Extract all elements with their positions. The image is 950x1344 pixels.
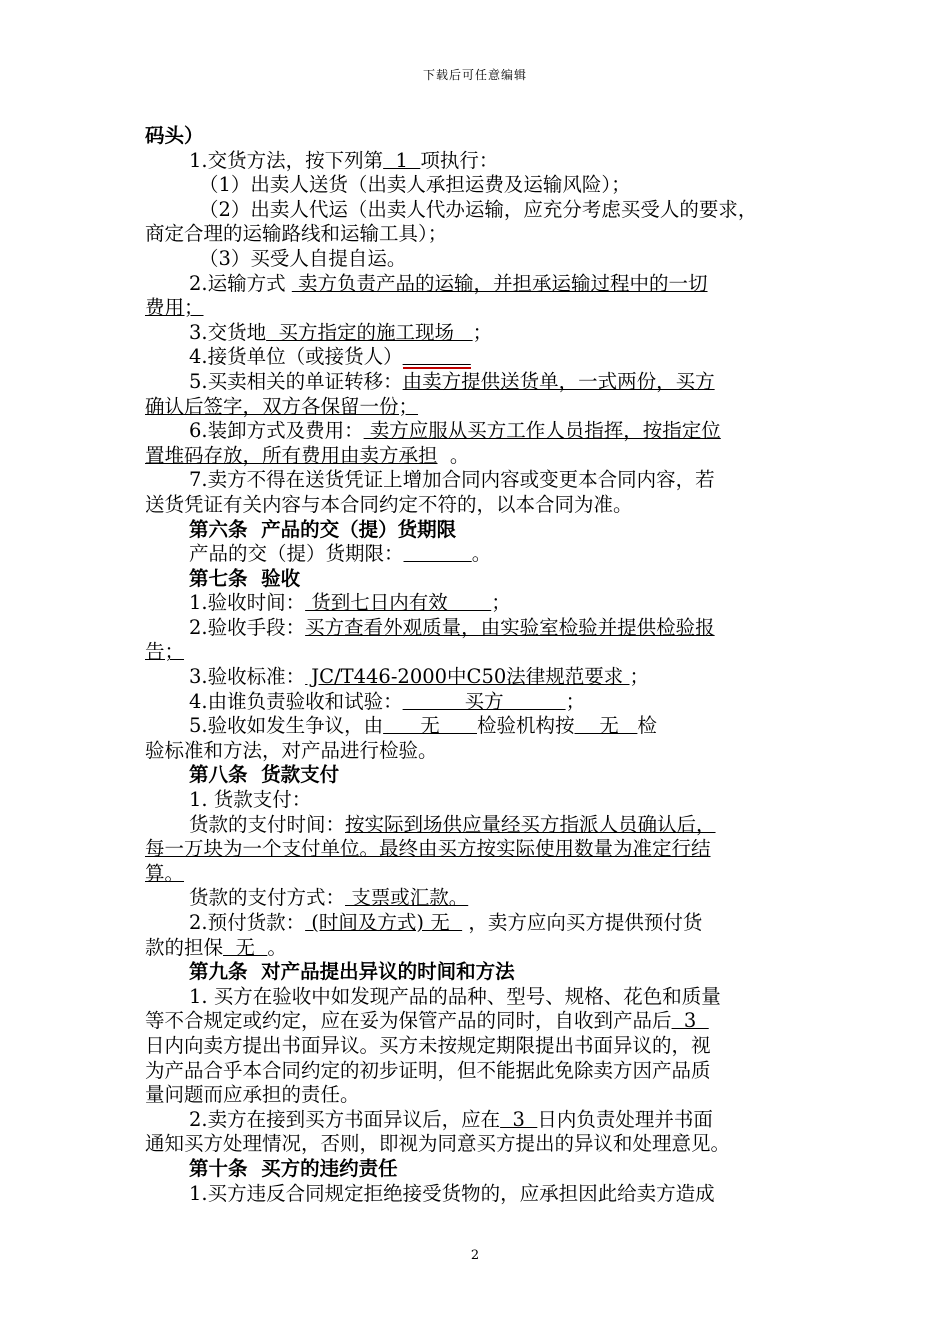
text-line: 1. 买方在验收中如发现产品的品种、型号、规格、花色和质量 bbox=[189, 984, 721, 1008]
section-heading: 第九条 对产品提出异议的时间和方法 bbox=[189, 960, 515, 984]
text-line: 每一万块为一个支付单位。最终由买方按实际使用数量为准定行结 bbox=[145, 837, 711, 861]
text-line: 4.接货单位（或接货人） bbox=[145, 345, 810, 370]
text-line: 1. 货款支付： bbox=[189, 788, 312, 812]
text-line: 日内向卖方提出书面异议。买方未按规定期限提出书面异议的，视 bbox=[145, 1033, 711, 1057]
text-line: 2.卖方在接到买方书面异议后，应在 3 日内负责处理并书面 bbox=[189, 1107, 713, 1131]
text-line: 货款的支付方式： 支票或汇款。 bbox=[189, 886, 469, 910]
text-line: 5.验收如发生争议，由 无 检验机构按 无 检 bbox=[189, 714, 657, 738]
text-line: 费用； bbox=[145, 296, 204, 320]
section-heading: 第十条 买方的违约责任 bbox=[189, 1156, 398, 1180]
section-heading: 第七条 验收 bbox=[189, 566, 301, 590]
text-line: 商定合理的运输路线和运输工具）； bbox=[145, 222, 448, 246]
text-line: 1.验收时间： 货到七日内有效 ； bbox=[189, 591, 511, 615]
document-body bbox=[145, 124, 810, 1206]
text-line: 5.买卖相关的单证转移：由卖方提供送货单，一式两份，买方 bbox=[189, 369, 715, 393]
text-line: 算。 bbox=[145, 861, 185, 885]
text-line: 送货凭证有关内容与本合同约定不符的，以本合同为准。 bbox=[145, 492, 633, 516]
text-line: 2.预付货款： (时间及方式) 无 ，卖方应向买方提供预付货 bbox=[189, 911, 703, 934]
text-line: 告； bbox=[145, 640, 185, 664]
page-number: 2 bbox=[470, 1248, 480, 1263]
text-line: 量问题而应承担的责任。 bbox=[145, 1083, 360, 1107]
text-line: 通知买方处理情况，否则，即视为同意买方提出的异议和处理意见。 bbox=[145, 1132, 731, 1156]
section-heading: 第六条 产品的交（提）货期限 bbox=[189, 517, 457, 541]
text-line: （3）买受人自提自运。 bbox=[199, 246, 407, 270]
section-heading: 第八条 货款支付 bbox=[189, 763, 340, 787]
text-line: 1.买方违反合同规定拒绝接受货物的，应承担因此给卖方造成 bbox=[189, 1181, 715, 1205]
text-line: 验标准和方法，对产品进行检验。 bbox=[145, 738, 438, 762]
text-line: 货款的支付时间：按实际到场供应量经买方指派人员确认后， bbox=[189, 812, 716, 836]
text-line: 4.由谁负责验收和试验： 买方 ； bbox=[189, 689, 586, 713]
text-line: 1.交货方法，按下列第 1 项执行： bbox=[189, 148, 499, 172]
text-line: 3.交货地 买方指定的施工现场 ； bbox=[189, 320, 493, 344]
text-line: 3.验收标准： JC/T446-2000中C50法律规范要求 ； bbox=[189, 665, 650, 689]
page-header: 下载后可任意编辑 bbox=[422, 68, 527, 82]
text-line: 确认后签字，双方各保留一份； bbox=[145, 394, 419, 418]
text-line: 6.装卸方式及费用： 卖方应服从买方工作人员指挥，按指定位 bbox=[189, 419, 721, 443]
text-line: 置堆码存放，所有费用由卖方承担 。 bbox=[145, 443, 470, 467]
text-line: 等不合规定或约定，应在妥为保管产品的同时，自收到产品后 3 bbox=[145, 1009, 709, 1033]
text-line: 为产品合乎本合同约定的初步证明，但不能据此免除卖方因产品质 bbox=[145, 1058, 711, 1082]
text-line: 产品的交（提）货期限： 。 bbox=[189, 542, 492, 566]
text-line: 7.卖方不得在送货凭证上增加合同内容或变更本合同内容，若 bbox=[189, 468, 715, 492]
text-line: （2）出卖人代运（出卖人代办运输，应充分考虑买受人的要求， bbox=[199, 197, 758, 221]
text-line: 2.运输方式 卖方负责产品的运输，并担承运输过程中的一切 bbox=[189, 271, 708, 295]
text-line: （1）出卖人送货（出卖人承担运费及运输风险）； bbox=[199, 173, 631, 197]
text-line: 款的担保 无 。 bbox=[145, 935, 287, 959]
text-line: 2.验收手段：买方查看外观质量，由实验室检验并提供检验报 bbox=[189, 615, 715, 639]
text-line: 码头） bbox=[145, 124, 204, 147]
